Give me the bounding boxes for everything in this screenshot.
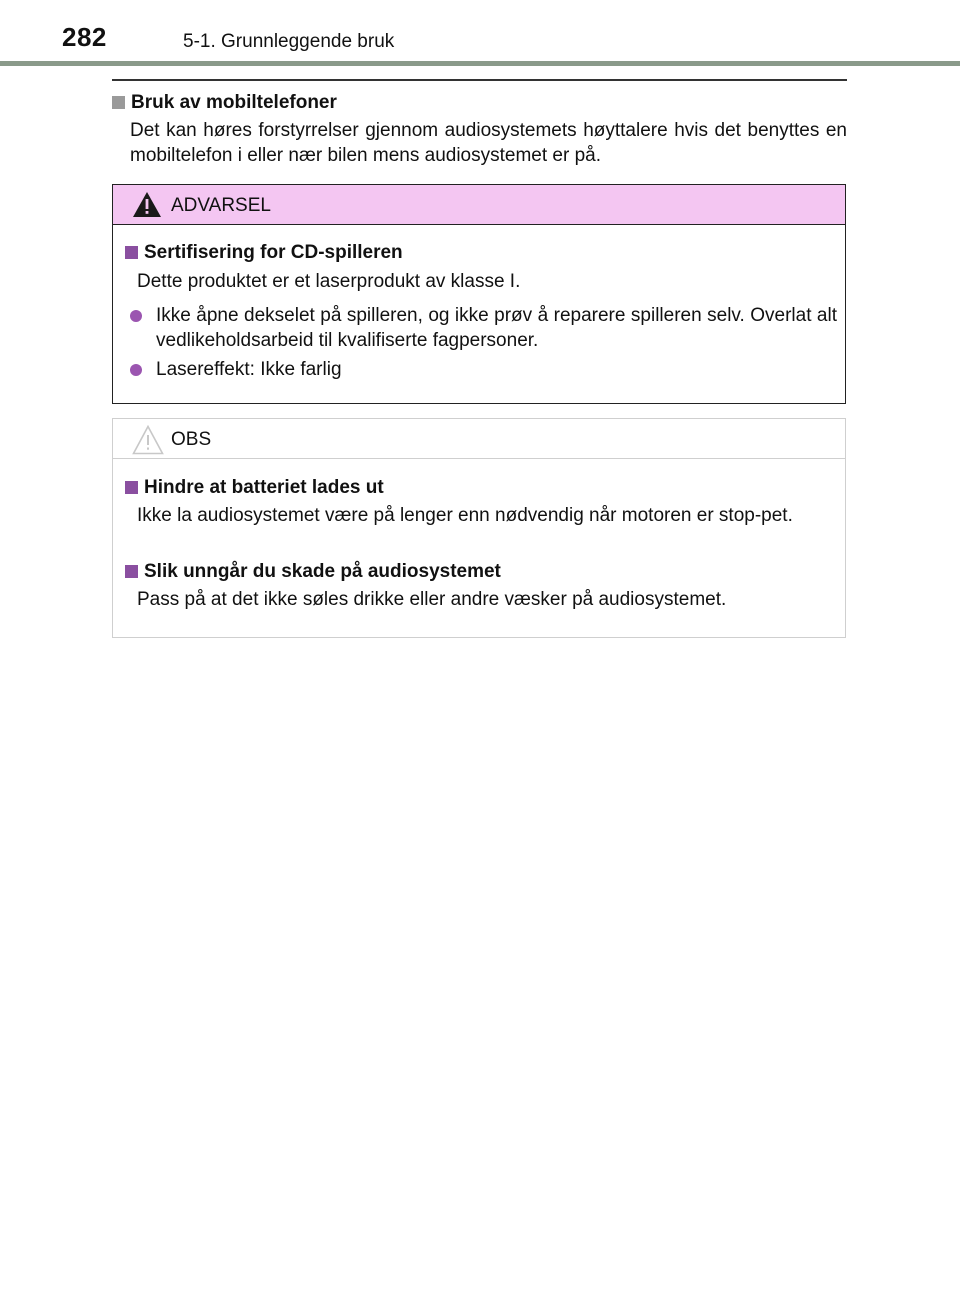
square-marker-icon [125, 481, 138, 494]
intro-title: Bruk av mobiltelefoner [131, 92, 337, 113]
notice-section-text: Ikke la audiosystemet være på lenger enn nødvendig når motoren er stop-pet. [137, 505, 793, 526]
warning-box [112, 184, 846, 404]
warning-label: ADVARSEL [171, 195, 271, 216]
page-header [0, 0, 960, 70]
notice-box [112, 418, 846, 638]
notice-section-heading [125, 477, 837, 499]
notice-header [113, 419, 845, 459]
warning-triangle-icon [132, 191, 162, 218]
intro-heading [112, 92, 847, 114]
notice-label: OBS [171, 429, 212, 450]
warning-bullet-item [125, 303, 837, 353]
section-divider [112, 79, 847, 81]
bullet-icon [130, 364, 142, 376]
warning-section-title: Sertifisering for CD-spilleren [144, 242, 403, 263]
warning-text: Dette produktet er et laserprodukt av klasse I. [137, 271, 521, 292]
caution-triangle-icon [132, 425, 164, 455]
warning-bullet-text: Lasereffekt: Ikke farlig [156, 359, 342, 380]
notice-section-text: Pass på at det ikke søles drikke eller andre væsker på audiosystemet. [137, 589, 727, 610]
warning-bullet-text: Ikke åpne dekselet på spilleren, og ikke prøv å reparere spilleren selv. Overlat alt vedlikeholdsarbeid til kvalifiserte fagpersoner. [156, 305, 837, 351]
warning-bullet-item [125, 357, 837, 382]
chapter-title: 5-1. Grunnleggende bruk [183, 31, 395, 52]
intro-text: Det kan høres forstyrrelser gjennom audiosystemets høyttalere hvis det benyttes en mobiltelefon i eller nær bilen mens audiosystemet er på. [130, 120, 847, 166]
square-marker-icon [112, 96, 125, 109]
warning-header [113, 185, 845, 225]
header-rule [0, 61, 960, 66]
warning-section-heading [125, 242, 837, 264]
warning-section [125, 242, 837, 294]
notice-section-heading [125, 561, 837, 583]
notice-section-title: Hindre at batteriet lades ut [144, 477, 384, 498]
square-marker-icon [125, 246, 138, 259]
notice-section [125, 477, 837, 528]
notice-section-title: Slik unngår du skade på audiosystemet [144, 561, 501, 582]
notice-section [125, 561, 837, 612]
intro-section [112, 92, 847, 168]
bullet-icon [130, 310, 142, 322]
square-marker-icon [125, 565, 138, 578]
page-number: 282 [62, 22, 107, 52]
